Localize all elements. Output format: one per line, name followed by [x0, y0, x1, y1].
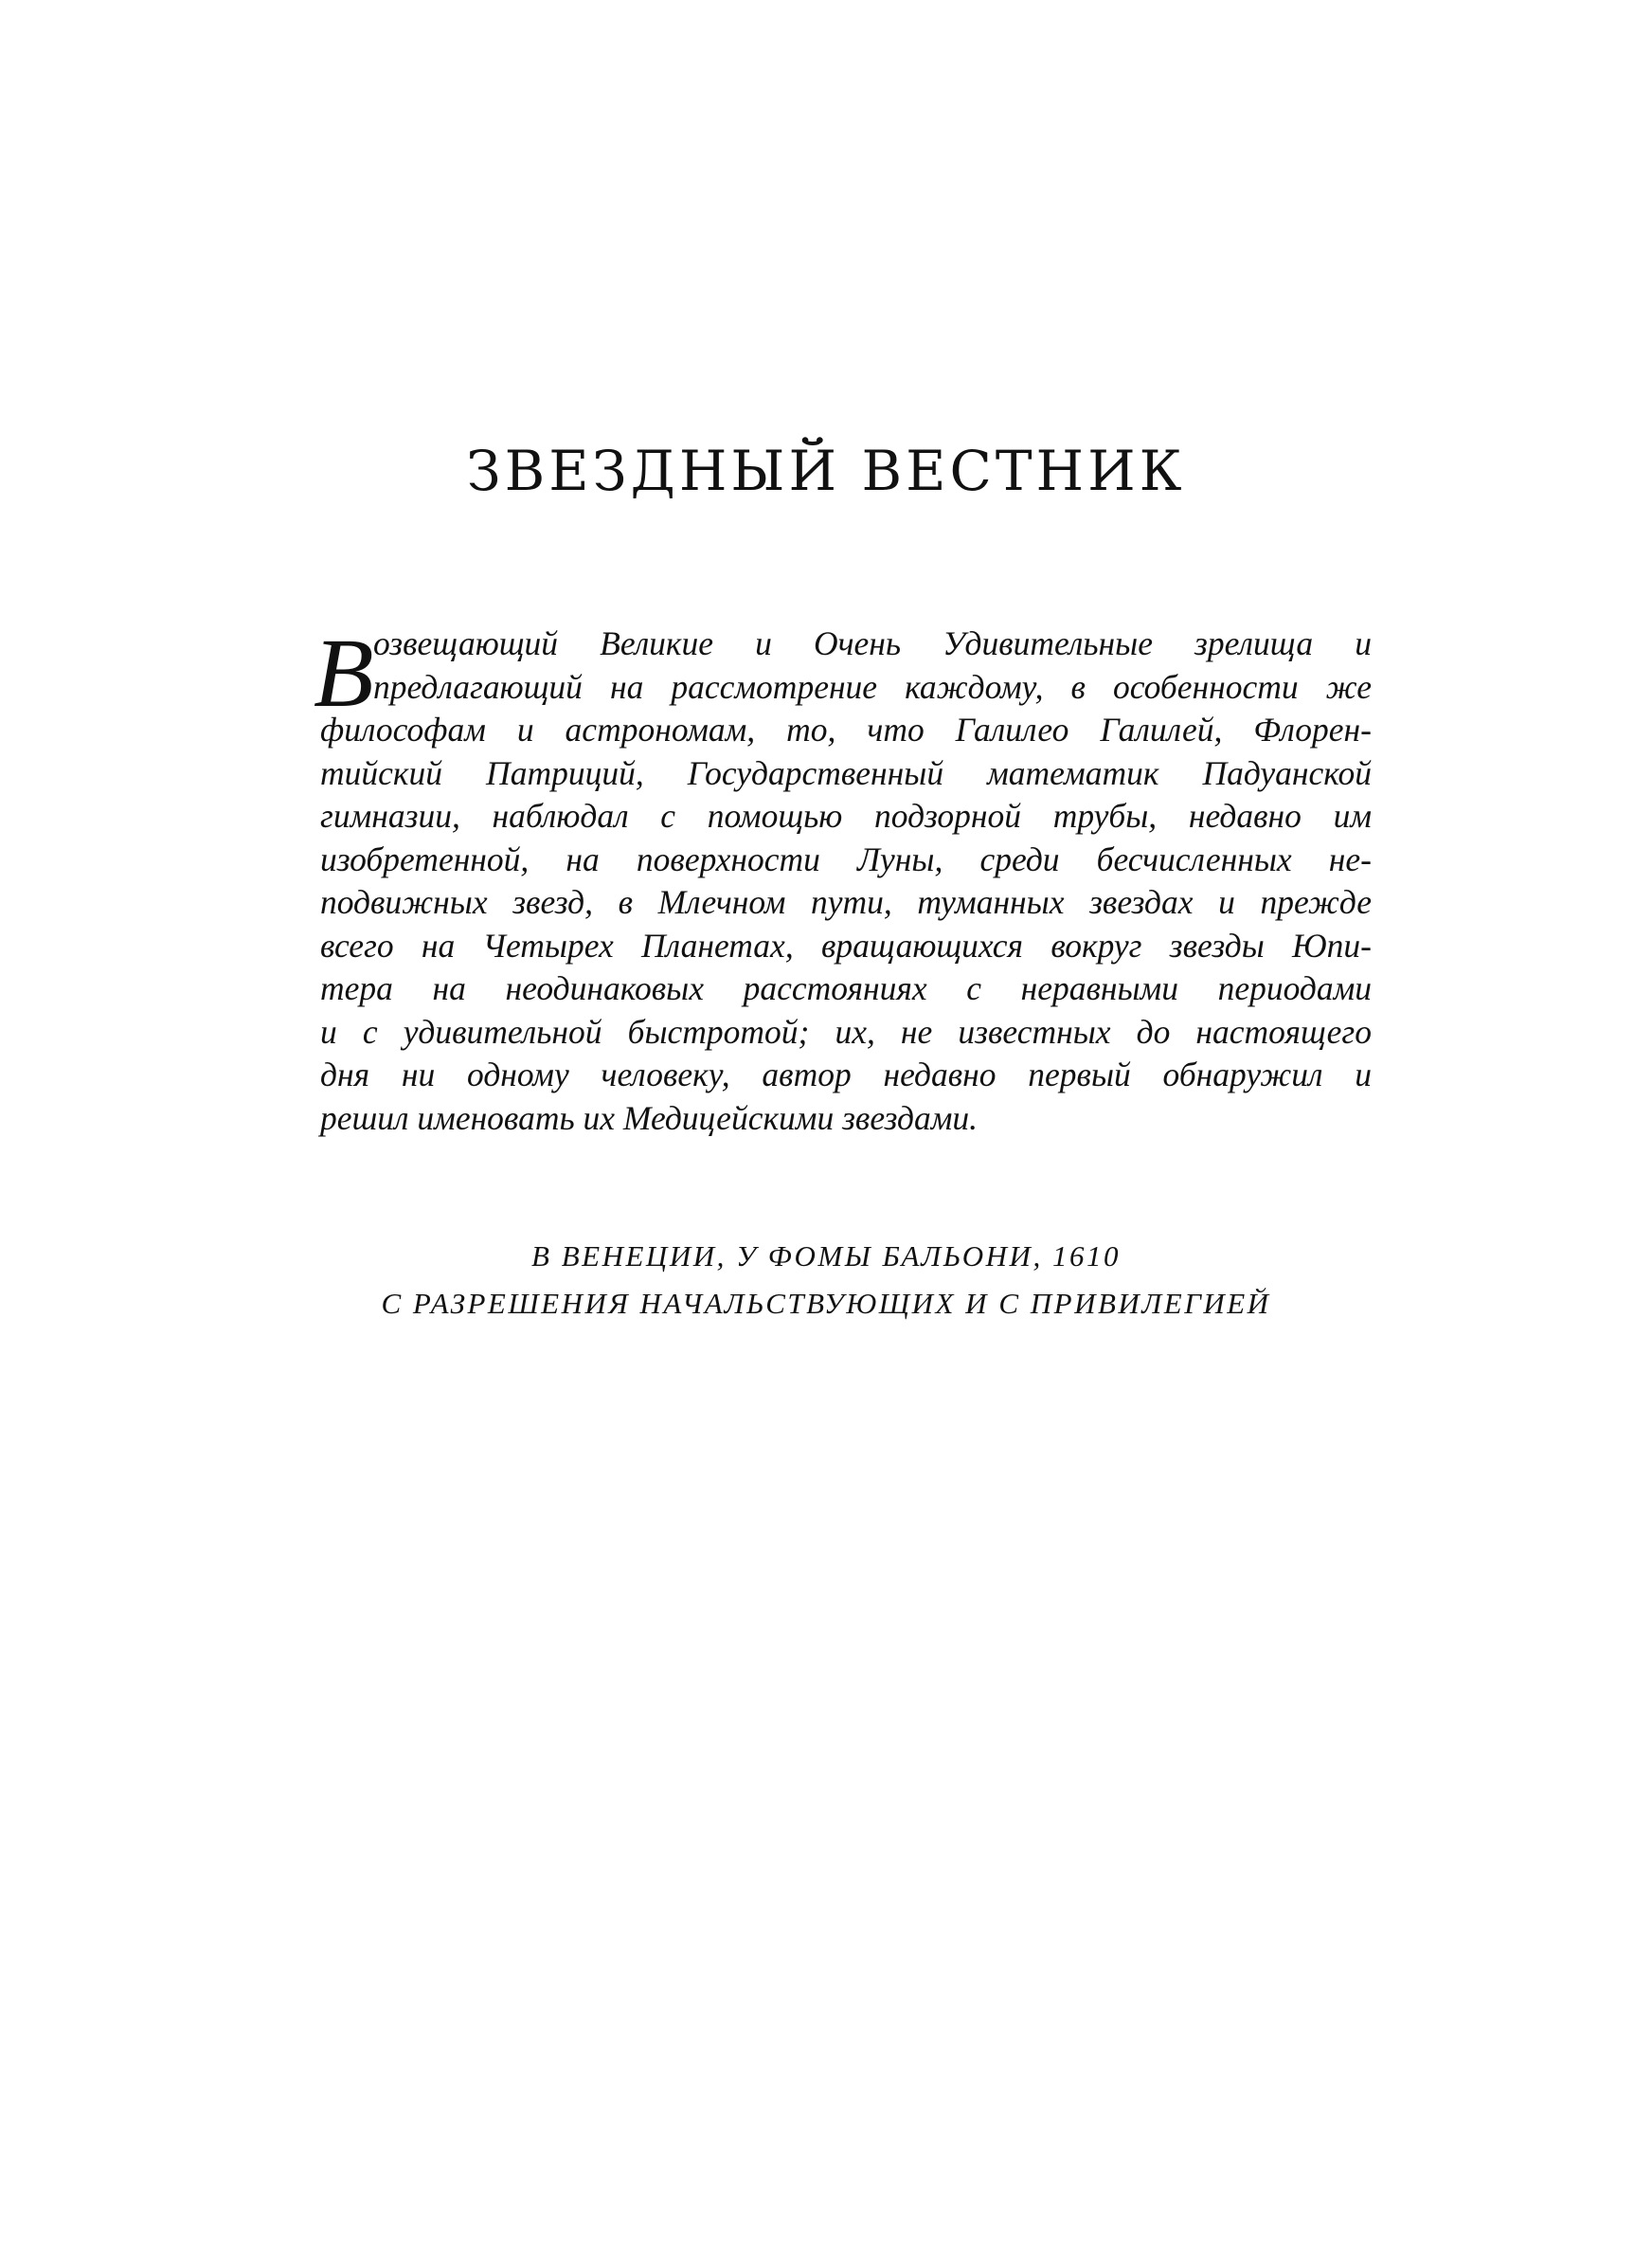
intro-line: гимназии, наблюдал с помощью подзорной трубы, недавно им [320, 797, 1372, 835]
intro-paragraph [314, 619, 1372, 1140]
intro-line: дня ни одному человеку, автор недавно первый обнаружил и [320, 1056, 1372, 1093]
intro-line: изобретенной, на поверхности Луны, среди бесчисленных не- [320, 840, 1372, 878]
drop-cap-letter: В [314, 619, 374, 728]
intro-line: предлагающий на рассмотрение каждому, в особенности же [373, 667, 1372, 706]
imprint-privilege: С РАЗРЕШЕНИЯ НАЧАЛЬСТВУЮЩИХ И С ПРИВИЛЕГИЕЙ [381, 1287, 1271, 1320]
intro-line: философам и астрономам, то, что Галилео Галилей, Флорен- [320, 711, 1372, 749]
book-title: ЗВЕЗДНЫЙ ВЕСТНИК [466, 439, 1186, 503]
intro-line: тера на неодинаковых расстояниях с неравными периодами [320, 969, 1372, 1007]
imprint-publisher: В ВЕНЕЦИИ, У ФОМЫ БАЛЬОНИ, 1610 [531, 1239, 1121, 1273]
intro-line: тийский Патриций, Государственный математик Падуанской [320, 753, 1372, 792]
intro-line: решил именовать их Медицейскими звездами. [320, 1098, 979, 1137]
intro-line: подвижных звезд, в Млечном пути, туманных звездах и прежде [320, 883, 1372, 921]
intro-line: озвещающий Великие и Очень Удивительные зрелища и [373, 624, 1372, 662]
intro-line: и с удивительной быстротой; их, не известных до настоящего [320, 1012, 1372, 1051]
intro-line: всего на Четырех Планетах, вращающихся вокруг звезды Юпи- [320, 926, 1372, 965]
